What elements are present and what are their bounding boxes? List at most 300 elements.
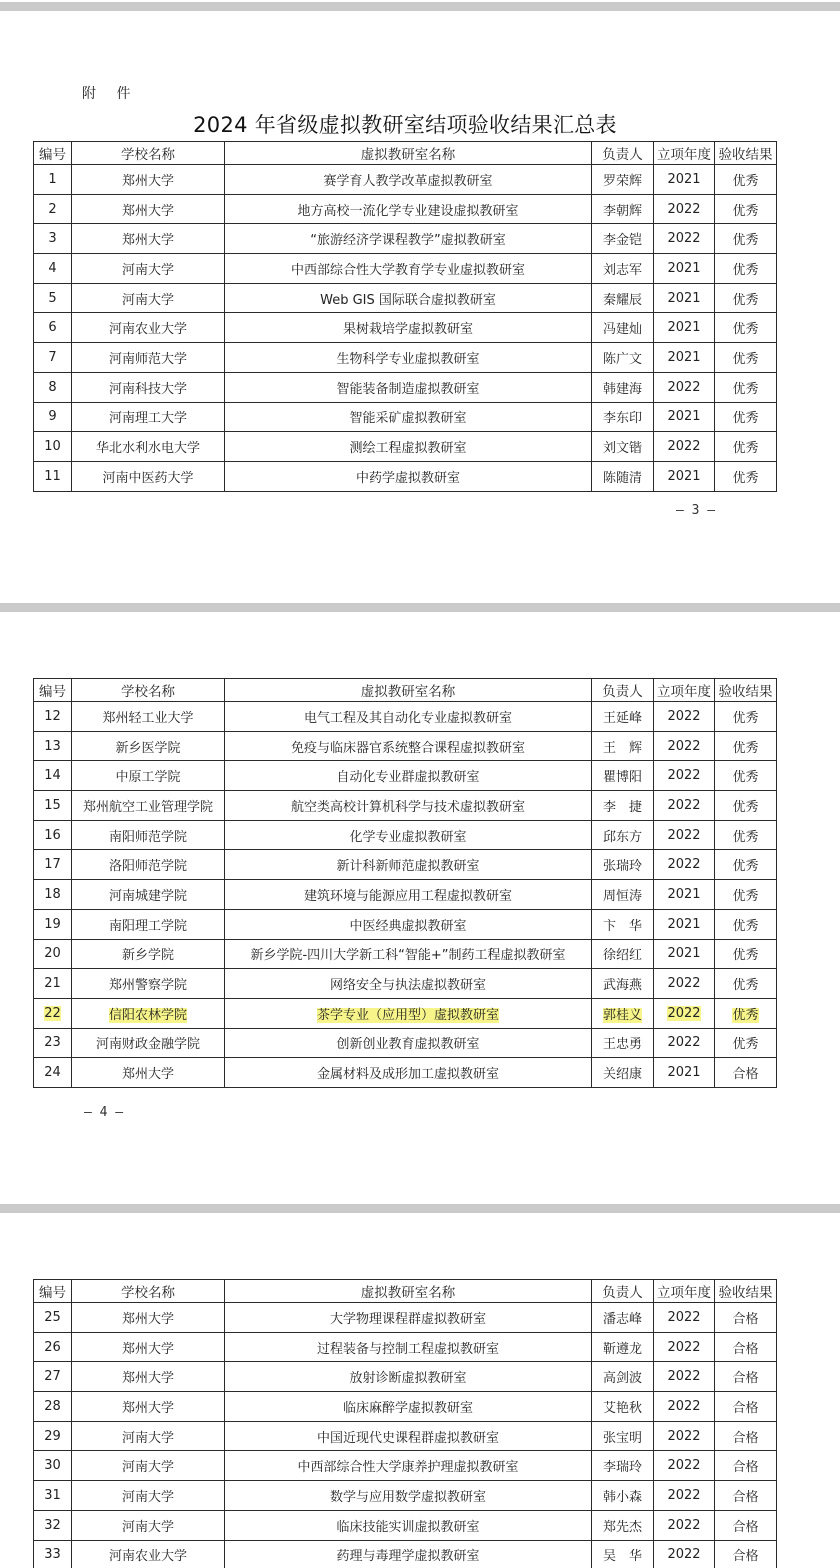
- cell-year-text: 2021: [667, 171, 701, 187]
- cell-leader-text: 李朝辉: [602, 203, 642, 219]
- results-table-page-5: [33, 1279, 777, 1568]
- cell-year: [654, 1481, 715, 1511]
- column-header-leader: 负责人: [592, 142, 654, 165]
- cell-year: [654, 1540, 715, 1568]
- cell-result: [715, 165, 777, 195]
- cell-school-text: 河南大学: [121, 292, 174, 308]
- cell-leader-text: 陈随清: [602, 470, 642, 486]
- cell-number: [34, 1451, 72, 1481]
- cell-number: [34, 372, 72, 402]
- table-row: [34, 1332, 777, 1362]
- cell-school: [72, 850, 225, 880]
- cell-result-text: 合格: [732, 1489, 759, 1505]
- cell-leader-text: 高剑波: [602, 1371, 642, 1387]
- cell-year-text: 2022: [667, 738, 701, 754]
- cell-leader: [592, 224, 654, 254]
- cell-school-text: 洛阳师范学院: [108, 859, 187, 875]
- table-row: [34, 224, 777, 254]
- table-row: [34, 372, 777, 402]
- cell-year-text: 2022: [667, 1339, 701, 1355]
- cell-number: [34, 1421, 72, 1451]
- cell-lab-name: [225, 283, 592, 313]
- cell-school-text: 南阳师范学院: [108, 829, 187, 845]
- cell-year-text: 2022: [667, 231, 701, 247]
- cell-number-text: 10: [44, 439, 61, 455]
- cell-result-text: 优秀: [732, 411, 759, 427]
- cell-number: [34, 461, 72, 491]
- cell-result-text: 优秀: [732, 262, 759, 278]
- table-row-highlighted: [34, 998, 777, 1028]
- cell-leader: [592, 1451, 654, 1481]
- cell-leader-text: 韩小森: [602, 1489, 642, 1505]
- cell-school-text: 河南农业大学: [108, 1549, 187, 1565]
- cell-result: [715, 1510, 777, 1540]
- cell-result-text: 合格: [732, 1519, 759, 1535]
- cell-number-text: 2: [48, 201, 57, 217]
- table-row: [34, 1362, 777, 1392]
- cell-lab-name: [225, 998, 592, 1028]
- cell-number: [34, 791, 72, 821]
- cell-leader: [592, 1481, 654, 1511]
- cell-result: [715, 1362, 777, 1392]
- cell-school-text: 河南大学: [121, 1489, 174, 1505]
- cell-number-text: 8: [48, 379, 57, 395]
- cell-leader: [592, 1332, 654, 1362]
- cell-lab-name: [225, 850, 592, 880]
- cell-result: [715, 1392, 777, 1422]
- cell-school-text: 郑州大学: [121, 173, 174, 189]
- cell-result-text: 合格: [732, 1549, 759, 1565]
- cell-number-text: 30: [44, 1458, 61, 1474]
- table-row: [34, 791, 777, 821]
- cell-leader: [592, 1303, 654, 1333]
- cell-school: [72, 1392, 225, 1422]
- cell-lab-name: [225, 1451, 592, 1481]
- cell-number-text: 29: [44, 1428, 61, 1444]
- page-gap-band: [0, 2, 840, 11]
- cell-lab-name-text: Web GIS 国际联合虚拟教研室: [320, 292, 496, 308]
- cell-leader: [592, 1510, 654, 1540]
- cell-year-text: 2021: [667, 260, 701, 276]
- cell-year: [654, 432, 715, 462]
- cell-school-text: 河南师范大学: [108, 351, 187, 367]
- cell-leader: [592, 1540, 654, 1568]
- cell-result-text: 优秀: [732, 173, 759, 189]
- cell-result: [715, 791, 777, 821]
- column-header-year: 立项年度: [654, 679, 715, 702]
- cell-result-text: 合格: [732, 1460, 759, 1476]
- cell-school: [72, 1451, 225, 1481]
- cell-result: [715, 372, 777, 402]
- table-header-row: [34, 142, 777, 165]
- table-row: [34, 880, 777, 910]
- cell-school: [72, 909, 225, 939]
- cell-school-text: 郑州大学: [121, 1341, 174, 1357]
- cell-year-text: 2022: [667, 1005, 701, 1021]
- cell-school-text: 信阳农林学院: [108, 1007, 187, 1023]
- document-page-5: [0, 1213, 840, 1568]
- cell-result-text: 优秀: [732, 918, 759, 934]
- cell-school-text: 中原工学院: [115, 770, 181, 786]
- table-row: [34, 313, 777, 343]
- cell-school: [72, 165, 225, 195]
- cell-leader: [592, 731, 654, 761]
- cell-result: [715, 461, 777, 491]
- cell-lab-name: [225, 731, 592, 761]
- cell-number-text: 3: [48, 231, 57, 247]
- cell-result: [715, 820, 777, 850]
- cell-year-text: 2021: [667, 320, 701, 336]
- cell-leader-text: 关绍康: [602, 1067, 642, 1083]
- column-header-number: 编号: [34, 679, 72, 702]
- cell-lab-name-text: 免疫与临床器官系统整合课程虚拟教研室: [290, 740, 525, 756]
- cell-school: [72, 194, 225, 224]
- table-row: [34, 1392, 777, 1422]
- cell-result: [715, 731, 777, 761]
- table-row: [34, 702, 777, 732]
- cell-school: [72, 731, 225, 761]
- cell-result-text: 优秀: [732, 740, 759, 756]
- cell-year-text: 2022: [667, 797, 701, 813]
- cell-result-text: 优秀: [732, 470, 759, 486]
- cell-school-text: 新乡医学院: [115, 740, 181, 756]
- cell-lab-name: [225, 702, 592, 732]
- cell-school-text: 郑州大学: [121, 1311, 174, 1327]
- cell-lab-name: [225, 1303, 592, 1333]
- cell-lab-name: [225, 791, 592, 821]
- cell-result-text: 优秀: [732, 948, 759, 964]
- cell-number-text: 7: [48, 349, 57, 365]
- cell-year-text: 2022: [667, 976, 701, 992]
- cell-number-text: 12: [44, 708, 61, 724]
- cell-lab-name-text: 航空类高校计算机科学与技术虚拟教研室: [290, 799, 525, 815]
- table-row: [34, 969, 777, 999]
- cell-result-text: 优秀: [732, 292, 759, 308]
- cell-school-text: 郑州航空工业管理学院: [82, 799, 213, 815]
- cell-lab-name: [225, 939, 592, 969]
- cell-lab-name: [225, 820, 592, 850]
- cell-leader: [592, 283, 654, 313]
- cell-school-text: 郑州警察学院: [108, 978, 187, 994]
- cell-year-text: 2021: [667, 409, 701, 425]
- cell-number: [34, 254, 72, 284]
- cell-number: [34, 731, 72, 761]
- cell-number-text: 14: [44, 768, 61, 784]
- cell-number-text: 16: [44, 827, 61, 843]
- table-header-row: [34, 1280, 777, 1303]
- cell-number: [34, 1362, 72, 1392]
- cell-number-text: 33: [44, 1547, 61, 1563]
- cell-number: [34, 343, 72, 373]
- cell-leader-text: 徐绍红: [602, 948, 642, 964]
- cell-school: [72, 998, 225, 1028]
- cell-school: [72, 1510, 225, 1540]
- cell-lab-name: [225, 194, 592, 224]
- cell-year-text: 2021: [667, 1065, 701, 1081]
- cell-year: [654, 224, 715, 254]
- cell-school: [72, 939, 225, 969]
- cell-lab-name: [225, 343, 592, 373]
- cell-result-text: 合格: [732, 1371, 759, 1387]
- column-header-result: 验收结果: [715, 142, 777, 165]
- cell-leader-text: 李金铠: [602, 233, 642, 249]
- cell-school: [72, 432, 225, 462]
- cell-leader: [592, 461, 654, 491]
- cell-number: [34, 1481, 72, 1511]
- cell-leader-text: 韩建海: [602, 381, 642, 397]
- cell-leader-text: 靳遵龙: [602, 1341, 642, 1357]
- cell-year: [654, 702, 715, 732]
- cell-school-text: 南阳理工学院: [108, 918, 187, 934]
- cell-leader: [592, 313, 654, 343]
- cell-leader-text: 王延峰: [602, 710, 642, 726]
- cell-lab-name-text: 中西部综合性大学康养护理虚拟教研室: [297, 1460, 519, 1476]
- cell-number: [34, 850, 72, 880]
- page-number: — 3 —: [676, 503, 716, 518]
- cell-number-text: 22: [44, 1005, 61, 1021]
- cell-school: [72, 1421, 225, 1451]
- cell-school: [72, 402, 225, 432]
- cell-school-text: 河南理工大学: [108, 411, 187, 427]
- cell-lab-name: [225, 1392, 592, 1422]
- cell-leader: [592, 1028, 654, 1058]
- cell-leader: [592, 343, 654, 373]
- cell-lab-name-text: 新乡学院-四川大学新工科“智能+”制药工程虚拟教研室: [250, 948, 566, 964]
- cell-year: [654, 998, 715, 1028]
- cell-lab-name-text: 智能装备制造虚拟教研室: [336, 381, 480, 397]
- cell-number: [34, 1303, 72, 1333]
- cell-result: [715, 998, 777, 1028]
- cell-lab-name: [225, 372, 592, 402]
- cell-leader-text: 李 捷: [602, 799, 642, 815]
- cell-school: [72, 1481, 225, 1511]
- cell-leader: [592, 939, 654, 969]
- table-row: [34, 1540, 777, 1568]
- cell-year: [654, 820, 715, 850]
- cell-number-text: 27: [44, 1369, 61, 1385]
- cell-lab-name-text: 金属材料及成形加工虚拟教研室: [316, 1067, 499, 1083]
- cell-leader: [592, 909, 654, 939]
- cell-lab-name: [225, 254, 592, 284]
- cell-leader: [592, 880, 654, 910]
- cell-lab-name-text: 生物科学专业虚拟教研室: [336, 351, 480, 367]
- cell-leader: [592, 402, 654, 432]
- cell-lab-name-text: 网络安全与执法虚拟教研室: [329, 978, 486, 994]
- cell-lab-name: [225, 313, 592, 343]
- table-header-row: [34, 679, 777, 702]
- cell-number: [34, 224, 72, 254]
- cell-school-text: 郑州大学: [121, 1400, 174, 1416]
- cell-number: [34, 1392, 72, 1422]
- cell-year: [654, 1392, 715, 1422]
- cell-school-text: 郑州大学: [121, 203, 174, 219]
- cell-school: [72, 880, 225, 910]
- column-header-number: 编号: [34, 142, 72, 165]
- column-header-result: 验收结果: [715, 679, 777, 702]
- cell-year: [654, 254, 715, 284]
- column-header-school: 学校名称: [72, 1280, 225, 1303]
- cell-result-text: 优秀: [732, 859, 759, 875]
- cell-lab-name: [225, 1362, 592, 1392]
- cell-leader-text: 郭桂义: [602, 1007, 642, 1023]
- cell-school-text: 河南大学: [121, 1430, 174, 1446]
- column-header-number: 编号: [34, 1280, 72, 1303]
- cell-school: [72, 791, 225, 821]
- cell-year: [654, 1332, 715, 1362]
- cell-lab-name-text: 创新创业教育虚拟教研室: [336, 1037, 480, 1053]
- table-row: [34, 850, 777, 880]
- cell-school-text: 河南城建学院: [108, 888, 187, 904]
- cell-number-text: 4: [48, 260, 57, 276]
- cell-year-text: 2022: [667, 708, 701, 724]
- cell-result-text: 优秀: [732, 1007, 759, 1023]
- column-header-school: 学校名称: [72, 679, 225, 702]
- cell-year: [654, 969, 715, 999]
- cell-leader: [592, 1362, 654, 1392]
- page-number: — 4 —: [84, 1105, 124, 1120]
- cell-school: [72, 761, 225, 791]
- column-header-leader: 负责人: [592, 1280, 654, 1303]
- document-title: 2024 年省级虚拟教研室结项验收结果汇总表: [193, 113, 617, 137]
- cell-leader-text: 陈广文: [602, 351, 642, 367]
- cell-lab-name: [225, 402, 592, 432]
- cell-number: [34, 1510, 72, 1540]
- cell-number-text: 26: [44, 1339, 61, 1355]
- cell-lab-name-text: 过程装备与控制工程虚拟教研室: [316, 1341, 499, 1357]
- cell-year-text: 2022: [667, 1035, 701, 1051]
- cell-year: [654, 1421, 715, 1451]
- cell-number-text: 17: [44, 857, 61, 873]
- cell-lab-name: [225, 461, 592, 491]
- column-header-leader: 负责人: [592, 679, 654, 702]
- results-table-page-3: [33, 141, 777, 492]
- cell-lab-name-text: 中国近现代史课程群虚拟教研室: [316, 1430, 499, 1446]
- cell-year-text: 2021: [667, 946, 701, 962]
- cell-lab-name-text: 智能采矿虚拟教研室: [349, 411, 467, 427]
- cell-lab-name: [225, 1332, 592, 1362]
- cell-leader: [592, 165, 654, 195]
- table-row: [34, 1028, 777, 1058]
- cell-year-text: 2022: [667, 1547, 701, 1563]
- cell-year: [654, 1451, 715, 1481]
- cell-leader: [592, 372, 654, 402]
- cell-year-text: 2022: [667, 857, 701, 873]
- cell-number-text: 31: [44, 1487, 61, 1503]
- cell-result-text: 优秀: [732, 441, 759, 457]
- table-row: [34, 165, 777, 195]
- cell-number: [34, 761, 72, 791]
- attachment-label: 附 件: [82, 86, 139, 102]
- cell-result: [715, 939, 777, 969]
- cell-year: [654, 343, 715, 373]
- table-row: [34, 820, 777, 850]
- cell-lab-name: [225, 1028, 592, 1058]
- cell-school: [72, 283, 225, 313]
- cell-school-text: 河南农业大学: [108, 322, 187, 338]
- cell-leader-text: 李东印: [602, 411, 642, 427]
- cell-school-text: 河南科技大学: [108, 381, 187, 397]
- cell-leader-text: 张瑞玲: [602, 859, 642, 875]
- cell-number: [34, 909, 72, 939]
- cell-year: [654, 761, 715, 791]
- cell-year: [654, 372, 715, 402]
- cell-lab-name-text: 放射诊断虚拟教研室: [349, 1371, 467, 1387]
- cell-number-text: 23: [44, 1035, 61, 1051]
- cell-leader: [592, 761, 654, 791]
- cell-school: [72, 1540, 225, 1568]
- cell-leader-text: 王忠勇: [602, 1037, 642, 1053]
- cell-result-text: 优秀: [732, 233, 759, 249]
- cell-year-text: 2022: [667, 1428, 701, 1444]
- cell-school-text: 河南大学: [121, 1460, 174, 1476]
- cell-lab-name-text: 大学物理课程群虚拟教研室: [329, 1311, 486, 1327]
- cell-number-text: 9: [48, 409, 57, 425]
- cell-leader: [592, 194, 654, 224]
- cell-result-text: 优秀: [732, 978, 759, 994]
- cell-school-text: 郑州大学: [121, 1371, 174, 1387]
- cell-school: [72, 820, 225, 850]
- cell-result-text: 优秀: [732, 203, 759, 219]
- cell-year-text: 2021: [667, 886, 701, 902]
- cell-number: [34, 998, 72, 1028]
- cell-year: [654, 313, 715, 343]
- cell-result-text: 优秀: [732, 888, 759, 904]
- cell-number: [34, 880, 72, 910]
- cell-leader: [592, 998, 654, 1028]
- cell-result: [715, 969, 777, 999]
- table-row: [34, 1481, 777, 1511]
- cell-number-text: 25: [44, 1309, 61, 1325]
- cell-year-text: 2022: [667, 1398, 701, 1414]
- cell-lab-name-text: 新计科新师范虚拟教研室: [336, 859, 480, 875]
- cell-year: [654, 850, 715, 880]
- cell-result: [715, 343, 777, 373]
- cell-number: [34, 702, 72, 732]
- cell-result: [715, 224, 777, 254]
- cell-year: [654, 402, 715, 432]
- column-header-school: 学校名称: [72, 142, 225, 165]
- cell-number: [34, 1058, 72, 1088]
- cell-result: [715, 880, 777, 910]
- cell-year: [654, 165, 715, 195]
- cell-result: [715, 1540, 777, 1568]
- cell-number-text: 5: [48, 290, 57, 306]
- cell-result: [715, 850, 777, 880]
- cell-result: [715, 1058, 777, 1088]
- cell-year: [654, 880, 715, 910]
- cell-number: [34, 1332, 72, 1362]
- cell-school: [72, 1362, 225, 1392]
- cell-result-text: 合格: [732, 1067, 759, 1083]
- cell-lab-name-text: 电气工程及其自动化专业虚拟教研室: [303, 710, 512, 726]
- cell-lab-name: [225, 165, 592, 195]
- cell-result-text: 优秀: [732, 770, 759, 786]
- cell-number: [34, 1540, 72, 1568]
- cell-number: [34, 402, 72, 432]
- cell-leader: [592, 820, 654, 850]
- table-row: [34, 194, 777, 224]
- cell-result: [715, 761, 777, 791]
- cell-lab-name: [225, 1058, 592, 1088]
- table-body: [34, 1303, 777, 1568]
- cell-year: [654, 1058, 715, 1088]
- cell-result-text: 优秀: [732, 381, 759, 397]
- table-row: [34, 402, 777, 432]
- cell-result: [715, 254, 777, 284]
- cell-lab-name-text: 自动化专业群虚拟教研室: [336, 770, 480, 786]
- cell-leader-text: 秦耀辰: [602, 292, 642, 308]
- cell-result-text: 合格: [732, 1400, 759, 1416]
